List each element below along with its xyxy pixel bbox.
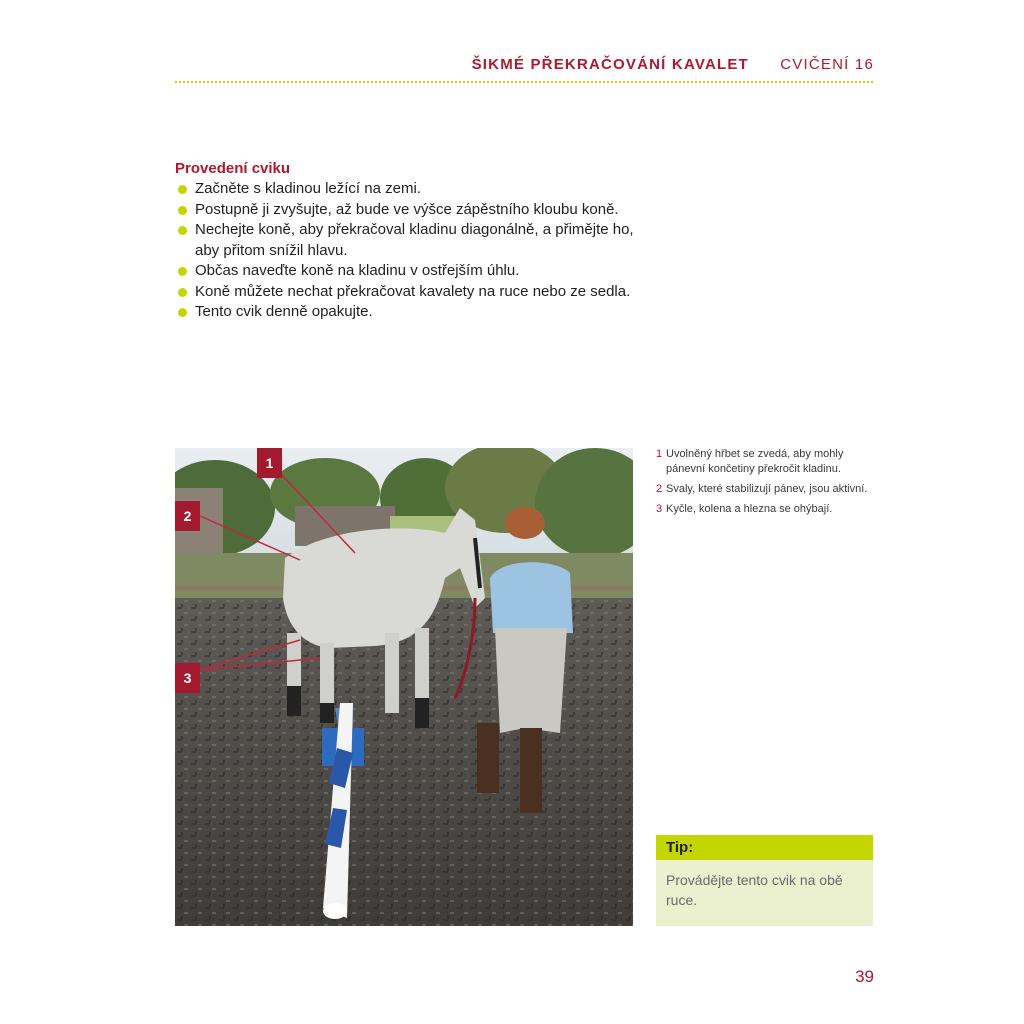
section-heading: Provedení cviku <box>175 160 291 177</box>
photo-marker-1: 1 <box>257 448 282 478</box>
running-head <box>472 56 874 73</box>
list-item <box>175 302 645 323</box>
caption-item <box>656 482 874 497</box>
caption-number: 3 <box>656 503 663 515</box>
photo-marker-2: 2 <box>175 501 200 531</box>
caption-item <box>656 447 874 477</box>
list-item <box>175 261 645 282</box>
list-item-text: Koně můžete nechat překračovat kavalety na ruce nebo ze sedla. <box>195 282 631 300</box>
list-item-text: Nechejte koně, aby překračoval kladinu diagonálně, a přimějte ho, aby přitom snížil hlavu. <box>195 221 634 259</box>
list-item-text: Tento cvik denně opakujte. <box>195 303 373 320</box>
list-item-text: Postupně ji zvyšujte, až bude ve výšce zápěstního kloubu koně. <box>195 200 619 218</box>
photo-captions <box>656 447 874 522</box>
caption-number: 2 <box>656 483 663 495</box>
horse-photo <box>175 448 633 926</box>
bullet-icon <box>178 308 187 317</box>
chapter-title: ŠIKMÉ PŘEKRAČOVÁNÍ KAVALET <box>471 56 749 73</box>
tip-box <box>656 835 873 926</box>
photo-marker-3: 3 <box>175 663 200 693</box>
exercise-number: CVIČENÍ 16 <box>780 56 874 73</box>
list-item <box>175 220 645 261</box>
bullet-icon <box>178 226 187 235</box>
caption-text: Svaly, které stabilizují pánev, jsou aktivní. <box>666 483 868 495</box>
caption-text: Kyčle, kolena a hlezna se ohýbají. <box>666 503 833 515</box>
list-item <box>175 282 645 303</box>
bullet-icon <box>178 185 187 194</box>
marker-leader-lines <box>175 448 633 926</box>
caption-item <box>656 502 874 517</box>
page-number: 39 <box>855 967 874 986</box>
header-divider <box>175 81 873 83</box>
bullet-icon <box>178 288 187 297</box>
steps-list <box>175 179 645 323</box>
list-item-text: Občas naveďte koně na kladinu v ostřejším úhlu. <box>195 262 520 279</box>
list-item-text: Začněte s kladinou ležící na zemi. <box>195 180 421 197</box>
caption-text: Uvolněný hřbet se zvedá, aby mohly pánevní končetiny překročit kladinu. <box>666 448 844 475</box>
bullet-icon <box>178 267 187 276</box>
tip-label: Tip: <box>656 835 873 860</box>
tip-text: Provádějte tento cvik na obě ruce. <box>666 872 843 908</box>
list-item <box>175 200 645 221</box>
leader-line-2 <box>200 516 300 560</box>
bullet-icon <box>178 206 187 215</box>
list-item <box>175 179 645 200</box>
caption-number: 1 <box>656 448 663 460</box>
leader-line-1 <box>282 475 355 553</box>
